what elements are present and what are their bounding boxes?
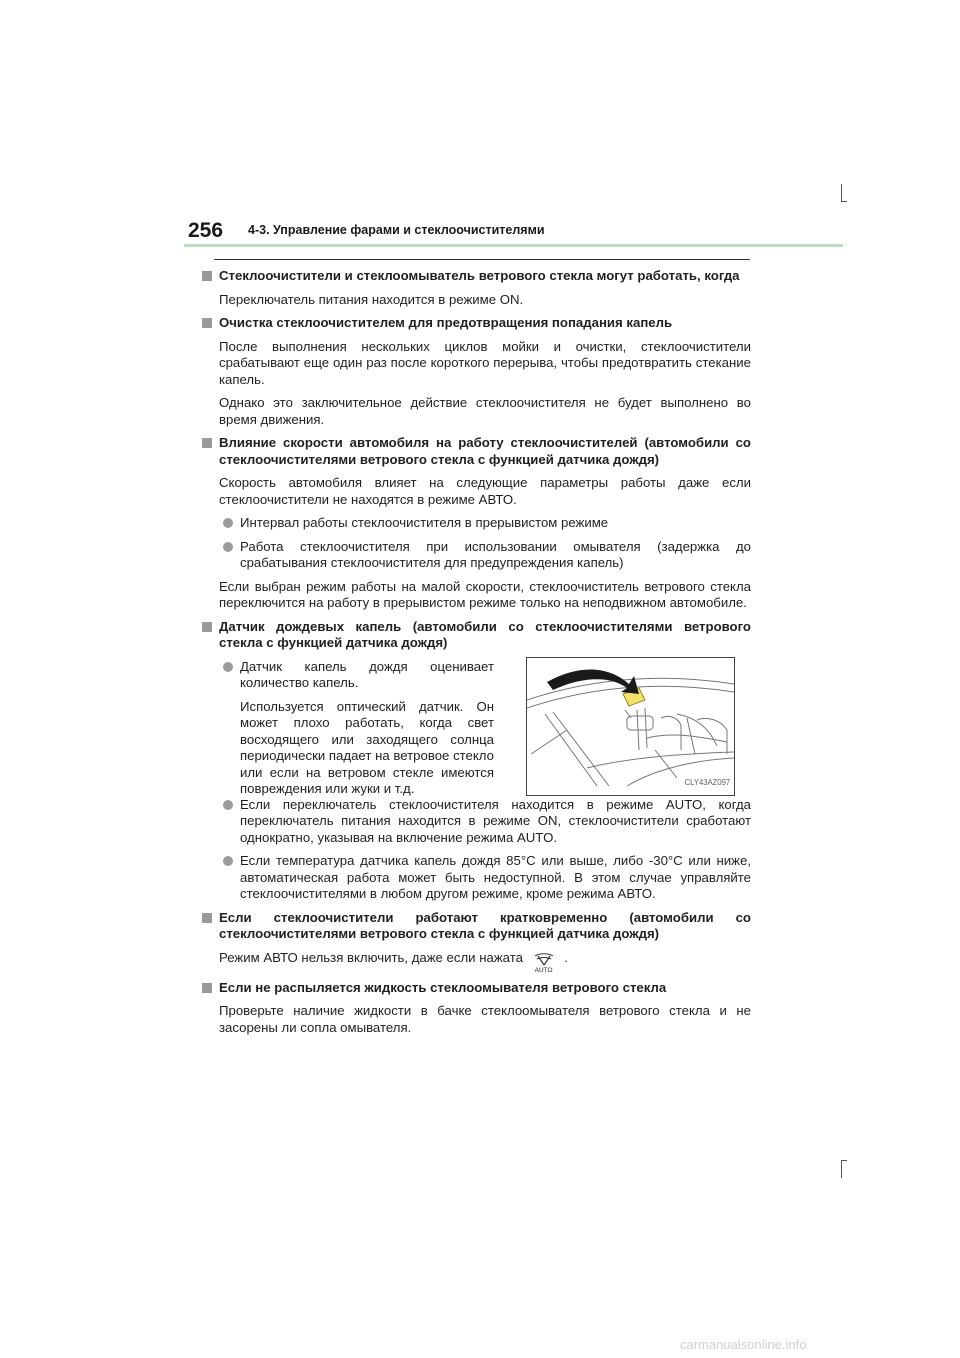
list-item: Если переключатель стеклоочистителя находится в режиме AUTO, когда переключатель питания находится в режиме ON, стеклоочистители сработают однократно, указывая на включение режима AUTO. [202,797,751,847]
section-heading: Влияние скорости автомобиля на работу стеклоочистителей (автомобили со стеклоочистителями ветрового стекла с функцией датчика дождя) [202,435,751,468]
crop-mark-bottom [841,1160,842,1178]
list-item: Интервал работы стеклоочистителя в прерывистом режиме [202,515,751,532]
paragraph: Режим АВТО нельзя включить, даже если нажата AUTO . [219,949,568,974]
rain-sensor-illustration [526,657,735,796]
windshield-sensor-drawing [527,658,734,795]
paragraph: Однако это заключительное действие стеклоочистителя не будет выполнено во время движения. [219,395,751,427]
round-bullet-icon [223,800,233,810]
square-bullet-icon [202,913,212,923]
section-divider [214,259,750,260]
list-item: Если температура датчика капель дождя 85°C или выше, либо -30°C или ниже, автоматическая работа может быть недоступной. В этом случае управляйте стеклоочистителями в любом другом режиме, кроме режима АВТО. [202,853,751,903]
chapter-title: 4-3. Управление фарами и стеклоочистителями [248,223,545,237]
header-rule [184,244,843,247]
watermark: carmanualsonline.info [680,1337,807,1352]
page-number: 256 [188,219,224,242]
section-heading: Стеклоочистители и стеклоомыватель ветрового стекла могут работать, когда [202,268,751,285]
paragraph: Используется оптический датчик. Он может плохо работать, когда свет восходящего или заходящего солнца периодически падает на ветровое стекло или если на ветровом стекле имеются повреждения или жуки и т.д. [240,698,494,796]
square-bullet-icon [202,622,212,632]
paragraph: Скорость автомобиля влияет на следующие параметры работы даже если стеклоочистители не находятся в режиме АВТО. [219,475,751,507]
square-bullet-icon [202,983,212,993]
crop-mark-bottom-foot [841,1160,847,1161]
rain-sensor-text [202,659,494,798]
section-heading: Датчик дождевых капель (автомобили со стеклоочистителями ветрового стекла с функцией датчика дождя) [202,619,751,652]
list-item: Датчик капель дождя оценивает количество капель. [202,659,494,692]
wiper-auto-icon: AUTO [531,953,557,973]
paragraph: После выполнения нескольких циклов мойки и очистки, стеклоочистители срабатывают еще один раз после короткого перерыва, чтобы предотвратить стекание капель. [219,338,751,387]
crop-mark-top [841,184,842,202]
round-bullet-icon [223,518,233,528]
list-item: Работа стеклоочистителя при использовании омывателя (задержка до срабатывания стеклоочистителя для предупреждения капель) [202,539,751,572]
paragraph: Если выбран режим работы на малой скорости, стеклоочиститель ветрового стекла переключится на работу в прерывистом режиме только на неподвижном автомобиле. [219,578,751,610]
page-body [202,268,751,1036]
section-heading: Очистка стеклоочистителем для предотвращения попадания капель [202,315,751,332]
round-bullet-icon [223,542,233,552]
section-heading: Если стеклоочистители работают кратковременно (автомобили со стеклоочистителями ветрового стекла с функцией датчика дождя) [202,910,751,943]
crop-mark-top-foot [841,201,847,202]
round-bullet-icon [223,856,233,866]
rain-sensor-block [202,658,751,796]
paragraph: Проверьте наличие жидкости в бачке стеклоомывателя ветрового стекла и не засорены ли сопла омывателя. [219,1003,751,1035]
round-bullet-icon [223,662,233,672]
square-bullet-icon [202,318,212,328]
figure-code: CLY43AZ097 [684,778,730,787]
square-bullet-icon [202,438,212,448]
section-heading: Если не распыляется жидкость стеклоомывателя ветрового стекла [202,980,751,997]
paragraph: Переключатель питания находится в режиме ON. [219,291,524,307]
square-bullet-icon [202,271,212,281]
